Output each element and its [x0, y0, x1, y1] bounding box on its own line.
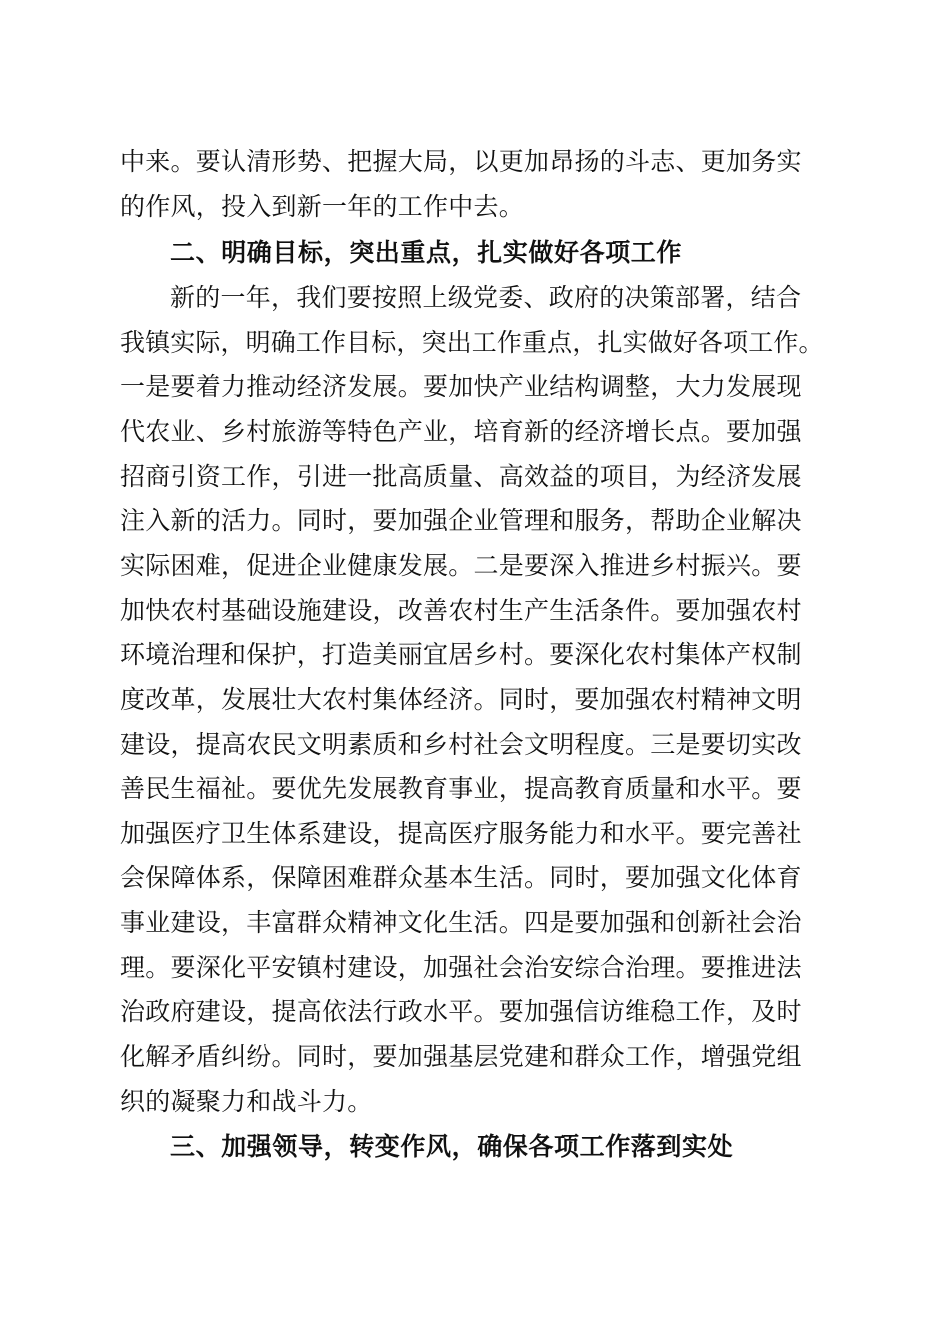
paragraph-line: 我镇实际，明确工作目标，突出工作重点，扎实做好各项工作。	[120, 328, 824, 357]
paragraph-line: 环境治理和保护，打造美丽宜居乡村。要深化农村集体产权制	[120, 640, 802, 669]
paragraph-line: 织的凝聚力和战斗力。	[120, 1087, 373, 1116]
paragraph-line: 代农业、乡村旅游等特色产业，培育新的经济增长点。要加强	[120, 417, 802, 446]
paragraph-line: 加强医疗卫生体系建设，提高医疗服务能力和水平。要完善社	[120, 819, 802, 848]
section-heading-3: 三、加强领导，转变作风，确保各项工作落到实处	[170, 1132, 734, 1161]
paragraph-line: 建设，提高农民文明素质和乡村社会文明程度。三是要切实改	[120, 730, 802, 759]
paragraph-line: 招商引资工作，引进一批高质量、高效益的项目，为经济发展	[120, 462, 802, 491]
section-heading-2: 二、明确目标，突出重点，扎实做好各项工作	[170, 238, 683, 267]
paragraph-line: 中来。要认清形势、把握大局，以更加昂扬的斗志、更加务实	[120, 147, 802, 176]
paragraph-line: 会保障体系，保障困难群众基本生活。同时，要加强文化体育	[120, 863, 802, 892]
paragraph-line: 事业建设，丰富群众精神文化生活。四是要加强和创新社会治	[120, 908, 802, 937]
paragraph-line: 善民生福祉。要优先发展教育事业，提高教育质量和水平。要	[120, 774, 802, 803]
paragraph-line: 实际困难，促进企业健康发展。二是要深入推进乡村振兴。要	[120, 551, 802, 580]
paragraph-line: 的作风，投入到新一年的工作中去。	[120, 192, 525, 221]
paragraph-line: 一是要着力推动经济发展。要加快产业结构调整，大力发展现	[120, 372, 802, 401]
paragraph-line: 治政府建设，提高依法行政水平。要加强信访维稳工作，及时	[120, 997, 802, 1026]
paragraph-line: 新的一年，我们要按照上级党委、政府的决策部署，结合	[170, 283, 802, 312]
paragraph-line: 理。要深化平安镇村建设，加强社会治安综合治理。要推进法	[120, 953, 802, 982]
paragraph-line: 注入新的活力。同时，要加强企业管理和服务，帮助企业解决	[120, 506, 802, 535]
paragraph-line: 度改革，发展壮大农村集体经济。同时，要加强农村精神文明	[120, 685, 802, 714]
paragraph-line: 化解矛盾纠纷。同时，要加强基层党建和群众工作，增强党组	[120, 1042, 802, 1071]
paragraph-line: 加快农村基础设施建设，改善农村生产生活条件。要加强农村	[120, 596, 802, 625]
